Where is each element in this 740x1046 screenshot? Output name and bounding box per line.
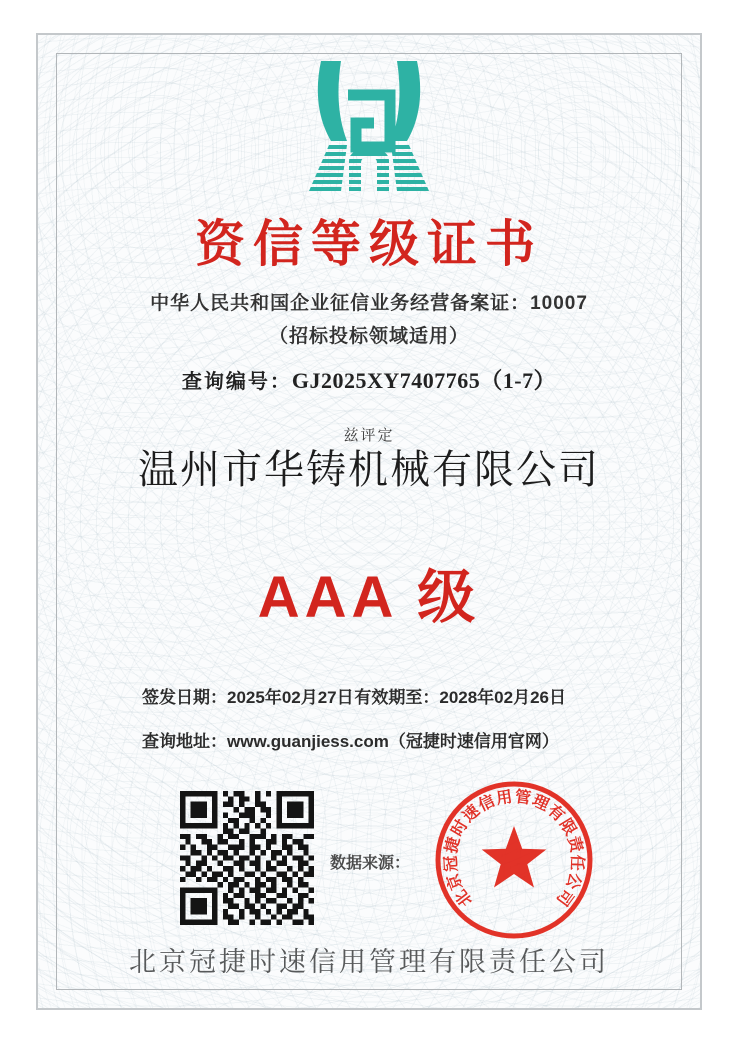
hereby-label: 兹评定 — [343, 427, 395, 444]
rated-company-name: 温州市华铸机械有限公司 — [138, 447, 600, 492]
serial-label: 查询编号： — [181, 371, 292, 393]
registration-line: 中华人民共和国企业征信业务经营备案证：10007 — [150, 293, 588, 314]
query-url-label: 查询地址： — [142, 732, 227, 751]
rating-grade: AAA 级 — [257, 565, 481, 630]
qr-code — [180, 791, 314, 925]
company-logo — [38, 61, 700, 196]
valid-until-value: 2028年02月26日 — [439, 688, 566, 707]
serial-number: GJ2025XY7407765（1-7） — [291, 368, 557, 393]
issue-date-value: 2025年02月27日 — [227, 688, 354, 707]
data-source-label: 数据来源： — [330, 855, 411, 872]
issuer-name: 北京冠捷时速信用管理有限责任公司 — [129, 947, 609, 977]
issue-date — [142, 683, 354, 708]
issue-date-label: 签发日期： — [142, 688, 227, 707]
certificate-title: 资信等级证书 — [195, 216, 543, 272]
seal-text: 北京冠捷时速信用管理有限责任公司 — [442, 788, 586, 910]
company-seal — [429, 775, 599, 945]
certificate-page — [36, 33, 702, 1010]
dates-row — [142, 683, 566, 708]
seal-star-icon — [482, 826, 547, 888]
seal-icon — [429, 775, 599, 945]
query-url-line — [142, 727, 559, 752]
valid-until — [354, 683, 566, 708]
qr-code-svg — [180, 791, 314, 925]
query-url-value: www.guanjiess.com（冠捷时速信用官网） — [227, 732, 559, 751]
scope-line: （招标投标领域适用） — [268, 326, 469, 347]
logo-icon — [301, 61, 437, 191]
serial-line — [38, 364, 700, 395]
valid-until-label: 有效期至： — [354, 688, 440, 707]
